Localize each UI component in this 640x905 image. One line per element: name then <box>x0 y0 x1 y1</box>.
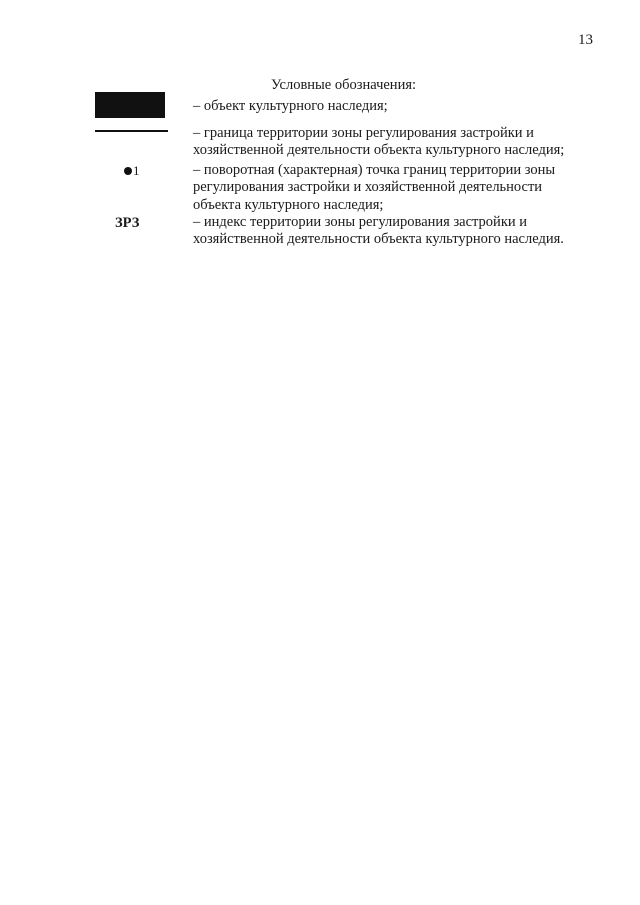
turning-point-symbol <box>124 163 140 179</box>
turning-point-label: 1 <box>133 163 140 178</box>
legend-item-text: – индекс территории зоны регулирования застройки и хозяйственной деятельности объекта культурного наследия. <box>193 214 564 248</box>
boundary-line-icon <box>95 130 168 132</box>
heritage-object-swatch-icon <box>95 92 165 118</box>
turning-point-dot-icon <box>124 167 132 175</box>
zone-index-label: ЗРЗ <box>115 215 140 231</box>
legend-item-text: – граница территории зоны регулирования застройки и хозяйственной деятельности объекта культурного наследия; <box>193 125 565 159</box>
legend-item-text: – объект культурного наследия; <box>193 98 388 114</box>
page-number: 13 <box>578 32 593 48</box>
legend-item-text: – поворотная (характерная) точка границ территории зоны регулирования застройки и хозяйственной деятельности объекта культурного наследия; <box>193 162 556 213</box>
legend-title: Условные обозначения: <box>271 77 417 93</box>
